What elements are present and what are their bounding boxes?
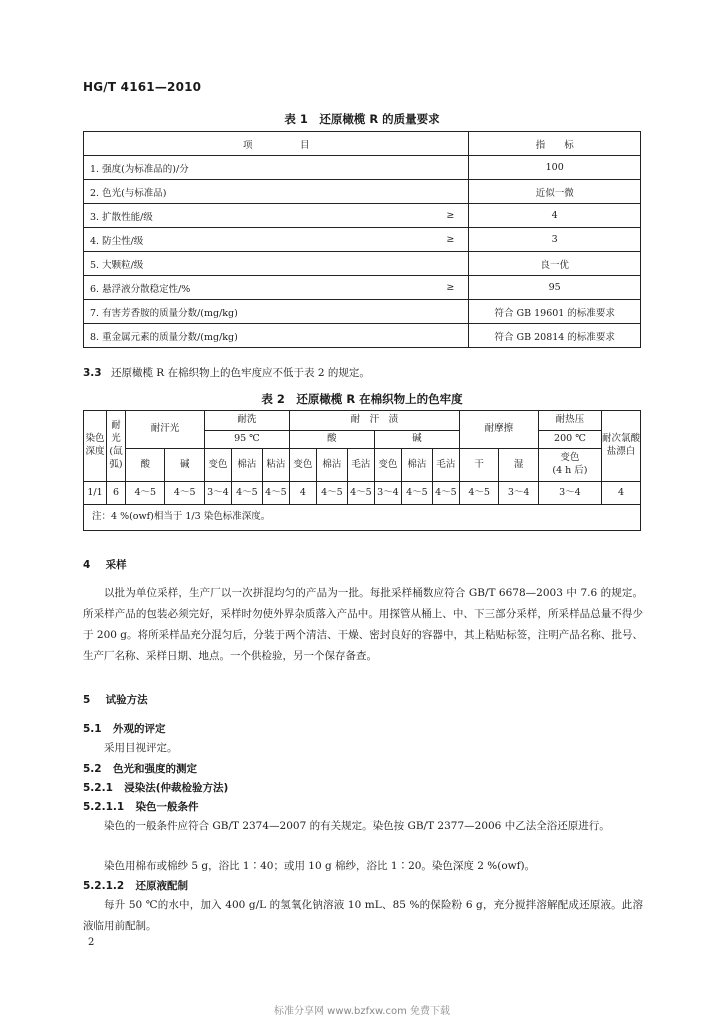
data-p-acid-wool: 4～5: [347, 482, 374, 505]
header-bleach: 耐次氯酸盐漂白: [602, 411, 641, 482]
row-value: 100: [469, 156, 641, 180]
header-wash-cotton: 棉沾: [231, 449, 262, 482]
row-value: 95: [469, 276, 641, 300]
section-number: 3.3: [83, 367, 102, 379]
section-title: 试验方法: [105, 694, 148, 706]
header-sweat-light: 耐汗光: [126, 411, 205, 449]
data-press: 3～4: [538, 482, 601, 505]
header-rubbing: 耐摩擦: [459, 411, 538, 449]
row-geq: [408, 180, 469, 204]
row-value: 符合 GB 19601 的标准要求: [469, 300, 641, 324]
dyeing-conditions-paragraph: 染色的一般条件应符合 GB/T 2374—2007 的有关规定。染色按 GB/T 2377—2006 中乙法全浴还原进行。: [104, 820, 610, 832]
section-number: 5.2.1.2: [83, 880, 125, 892]
header-perspiration-alkali: 碱: [374, 431, 459, 449]
row-value: 3: [469, 228, 641, 252]
table-row: [84, 324, 641, 348]
table-row: [84, 228, 641, 252]
header-wash-temp: 95 ℃: [204, 431, 289, 449]
data-p-acid-cotton: 4～5: [316, 482, 347, 505]
section-5-2-1-1-heading: [83, 797, 199, 818]
row-value: 近似一微: [469, 180, 641, 204]
header-rub-dry: 干: [459, 449, 498, 482]
header-perspiration-acid: 酸: [289, 431, 374, 449]
data-depth: 1/1: [84, 482, 107, 505]
section-5-heading: [83, 690, 148, 711]
section-number: 5.1: [83, 723, 102, 735]
data-light: 6: [107, 482, 126, 505]
header-p-alkali-wool: 毛沾: [432, 449, 459, 482]
table-row: [84, 482, 641, 505]
sampling-paragraph: 以批为单位采样，生产厂以一次拼混均匀的产品为一批。每批采样桶数应符合 GB/T 6678—2003 中 7.6 的规定。所采样产品的包装必须完好，采样时勿使外界杂质落入产品中。用探管从桶上、中、下三部分采样，所采样品总量不得少于 200 g。将所采样品充分混匀后，分装于两个清洁、干燥、密封良好的容器中，其上粘贴标签，注明产品名称、批号、生产厂名称、采样日期、地点。一个供检验，另一个保存备查。: [83, 587, 643, 662]
data-wash-stain: 4～5: [262, 482, 289, 505]
header-p-alkali-change: 变色: [374, 449, 401, 482]
table-row: [84, 276, 641, 300]
header-index: 指 标: [469, 132, 641, 156]
header-p-alkali-cotton: 棉沾: [401, 449, 432, 482]
section-title: 色光和强度的测定: [112, 763, 197, 775]
section-number: 5.2.1: [83, 782, 113, 794]
dyeing-material-paragraph: 染色用棉布或棉纱 5 g，浴比 1∶40；或用 10 g 棉纱，浴比 1∶20。染色深度 2 %(owf)。: [104, 860, 536, 872]
row-item: 6. 悬浮液分散稳定性/%: [84, 276, 409, 300]
table-row: [84, 180, 641, 204]
header-light: 耐光(氙弧): [107, 411, 126, 482]
data-sweat-alkali: 4～5: [165, 482, 204, 505]
section-5-1-text: 采用目视评定。: [104, 742, 178, 754]
standard-number: HG/T 4161—2010: [83, 80, 202, 94]
header-depth: 染色深度: [84, 411, 107, 482]
row-value: 4: [469, 204, 641, 228]
section-text: 还原橄榄 R 在棉织物上的色牢度应不低于表 2 的规定。: [110, 367, 370, 379]
header-rub-wet: 湿: [499, 449, 538, 482]
section-5-2-1-2-heading: [83, 876, 188, 897]
section-number: 5.2.1.1: [83, 801, 125, 813]
section-4-heading: [83, 555, 127, 576]
table-row: [84, 252, 641, 276]
section-number: 5.2: [83, 763, 102, 775]
header-p-acid-wool: 毛沾: [347, 449, 374, 482]
row-geq: ≥: [408, 228, 469, 252]
section-5-1-heading: [83, 719, 165, 740]
data-p-alkali-cotton: 4～5: [401, 482, 432, 505]
row-value: 良一优: [469, 252, 641, 276]
row-item: 2. 色光(与标准品): [84, 180, 409, 204]
row-value: 符合 GB 20814 的标准要求: [469, 324, 641, 348]
row-item: 4. 防尘性/级: [84, 228, 409, 252]
header-item: 项 目: [84, 132, 469, 156]
section-title: 浸染法(仲裁检验方法): [124, 782, 229, 794]
section-title: 采样: [105, 559, 127, 571]
section-5-2-1-heading: [83, 778, 228, 799]
header-p-acid-cotton: 棉沾: [316, 449, 347, 482]
section-title: 染色一般条件: [135, 801, 199, 813]
row-item: 5. 大颗粒/级: [84, 252, 409, 276]
header-hot-press: 耐热压: [538, 411, 601, 431]
row-geq: [408, 156, 469, 180]
press-change-label: 变色: [560, 452, 580, 464]
data-rub-dry: 4～5: [459, 482, 498, 505]
table1-caption: 表 1 还原橄榄 R 的质量要求: [284, 112, 440, 126]
color-fastness-table: [83, 410, 641, 531]
section-title: 外观的评定: [112, 723, 166, 735]
section-number: 5: [83, 694, 91, 706]
table-note: 注：4 %(owf)相当于 1/3 染色标准深度。: [84, 505, 641, 531]
table-header-row: [84, 132, 641, 156]
header-sweat-acid: 酸: [126, 449, 165, 482]
data-p-alkali-change: 3～4: [374, 482, 401, 505]
quality-requirements-table: [83, 131, 641, 348]
table-row: [84, 156, 641, 180]
data-sweat-acid: 4～5: [126, 482, 165, 505]
data-bleach: 4: [602, 482, 641, 505]
header-wash: 耐洗: [204, 411, 289, 431]
row-item: 1. 强度(为标准品的)/分: [84, 156, 409, 180]
data-wash-change: 3～4: [204, 482, 231, 505]
table-row: [84, 300, 641, 324]
header-perspiration: 耐 汗 渍: [289, 411, 459, 431]
header-wash-stain: 粘沾: [262, 449, 289, 482]
header-sweat-alkali: 碱: [165, 449, 204, 482]
data-p-alkali-wool: 4～5: [432, 482, 459, 505]
footer-watermark: 标准分享网 www.bzfxw.com 免费下载: [274, 1006, 450, 1017]
header-p-acid-change: 变色: [289, 449, 316, 482]
row-item: 3. 扩散性能/级: [84, 204, 409, 228]
row-geq: [408, 300, 469, 324]
section-3-3: [83, 363, 370, 384]
table2-caption: 表 2 还原橄榄 R 在棉织物上的色牢度: [261, 392, 463, 406]
section-number: 4: [83, 559, 91, 571]
row-item: 8. 重金属元素的质量分数/(mg/kg): [84, 324, 409, 348]
row-geq: ≥: [408, 204, 469, 228]
row-geq: ≥: [408, 276, 469, 300]
data-wash-cotton: 4～5: [231, 482, 262, 505]
header-press-change: [538, 449, 601, 482]
data-rub-wet: 3～4: [499, 482, 538, 505]
row-geq: [408, 324, 469, 348]
section-5-2-heading: [83, 759, 197, 780]
section-title: 还原液配制: [135, 880, 189, 892]
table-row: [84, 204, 641, 228]
row-geq: [408, 252, 469, 276]
press-time-label: (4 h 后): [552, 465, 588, 476]
reducing-solution-paragraph: 每升 50 ℃的水中，加入 400 g/L 的氢氧化钠溶液 10 mL、85 %的保险粉 6 g，充分搅拌溶解配成还原液。此溶液临用前配制。: [83, 899, 643, 932]
header-wash-change: 变色: [204, 449, 231, 482]
page-number: 2: [88, 937, 95, 948]
row-item: 7. 有害芳香胺的质量分数/(mg/kg): [84, 300, 409, 324]
data-p-acid-change: 4: [289, 482, 316, 505]
header-press-temp: 200 ℃: [538, 431, 601, 449]
